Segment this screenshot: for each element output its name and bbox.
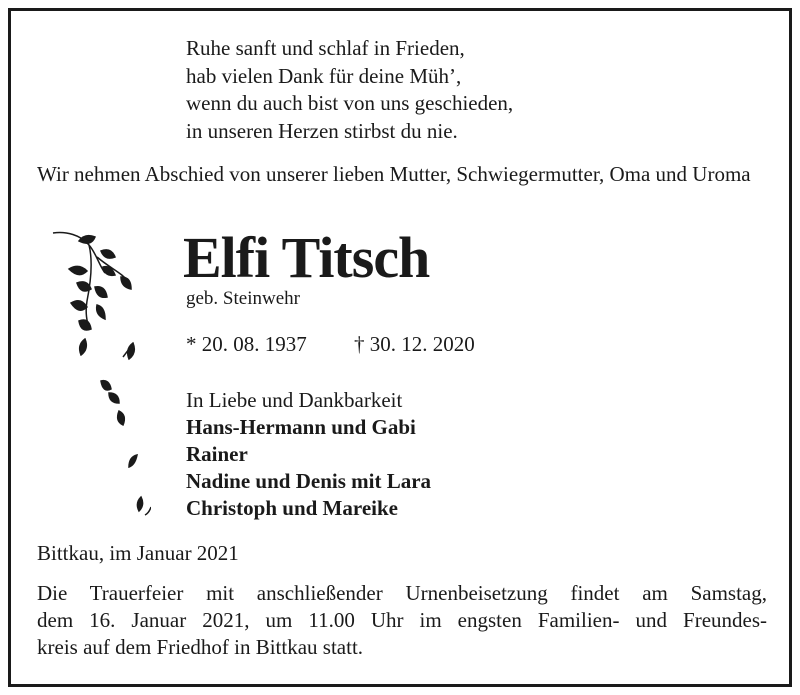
funeral-notice-line: dem 16. Januar 2021, um 11.00 Uhr im engsten Familien- und Freundes- (37, 608, 767, 632)
mourner-entry: Nadine und Denis mit Lara (186, 469, 432, 493)
funeral-notice (37, 580, 767, 661)
deceased-name: Elfi Titsch (183, 225, 430, 290)
place-and-date: Bittkau, im Januar 2021 (37, 541, 239, 565)
poem-line: hab vielen Dank für deine Müh’, (186, 63, 462, 88)
mourner-entry: Hans-Hermann und Gabi (186, 415, 416, 439)
poem-line: Ruhe sanft und schlaf in Frieden, (186, 36, 465, 60)
death-date: † 30. 12. 2020 (354, 332, 475, 356)
poem-line: in unseren Herzen stirbst du nie. (186, 118, 458, 143)
birth-date: * 20. 08. 1937 (186, 332, 307, 356)
birth-name: geb. Steinwehr (186, 288, 300, 309)
funeral-notice-line: Die Trauerfeier mit anschließender Urnenbeisetzung findet am Samstag, (37, 581, 767, 605)
mourners-heading: In Liebe und Dankbarkeit (186, 388, 403, 412)
falling-leaves-icon (41, 221, 151, 521)
mourners (186, 387, 431, 522)
obituary-frame (8, 8, 792, 687)
poem-line: wenn du auch bist von uns geschieden, (186, 91, 514, 115)
intro-text: Wir nehmen Abschied von unserer lieben Mutter, Schwiegermutter, Oma und Uroma (37, 162, 751, 186)
mourner-entry: Christoph und Mareike (186, 496, 398, 520)
mourner-entry: Rainer (186, 442, 248, 466)
funeral-notice-line: kreis auf dem Friedhof in Bittkau statt. (37, 635, 364, 659)
life-dates (186, 330, 475, 358)
poem (186, 35, 686, 145)
